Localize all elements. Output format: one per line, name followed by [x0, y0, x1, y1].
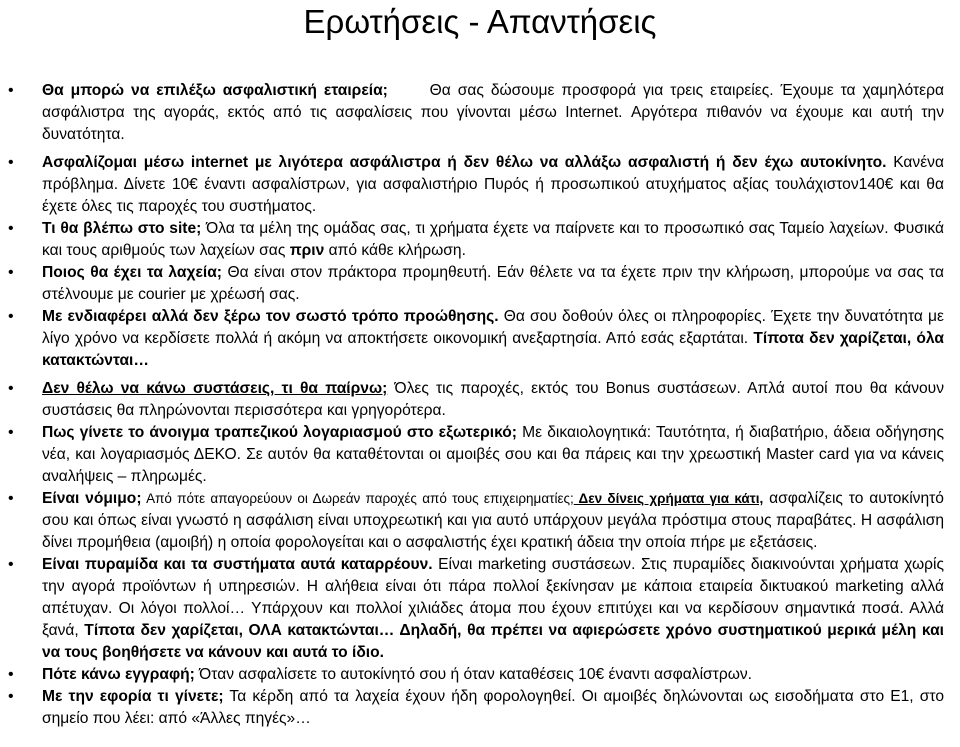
bullet-icon: • [8, 688, 14, 705]
bullet-icon: • [8, 220, 14, 237]
question: Με ενδιαφέρει αλλά δεν ξέρω τον σωστό τρόπο προώθησης. [42, 308, 499, 325]
answer: Τα κέρδη από τα λαχεία έχουν ήδη φορολογηθεί. Οι αμοιβές δηλώνονται ως εισοδήματα στο Ε1, στο σημείο που λέει: από «Άλλες πηγές»… [42, 688, 944, 727]
answer: Από πότε απαγορεύουν οι Δωρεάν παροχές από τους επιχειρηματίες; [141, 491, 574, 506]
question: Ασφαλίζομαι μέσω internet με λιγότερα ασφάλιστρα ή δεν θέλω να αλλάξω ασφαλιστή ή δεν έχω αυτοκίνητο. [42, 154, 887, 171]
question: Με την εφορία τι γίνετε; [42, 688, 224, 705]
bullet-icon: • [8, 82, 14, 99]
list-item [0, 262, 960, 306]
answer: Θα σου δοθούν όλες οι πληροφορίες. Έχετε την δυνατότητα με λίγο χρόνο να κερδίσετε πολλά ή ακόμη να αποκτήσετε οικονομική ανεξαρτησία. Από εσάς εξαρτάται. [42, 308, 944, 347]
list-item [0, 664, 960, 686]
bullet-icon: • [8, 490, 14, 507]
answer: από κάθε κλήρωση. [324, 242, 466, 259]
qa-list [0, 80, 960, 730]
list-item [0, 686, 960, 730]
list-item [0, 218, 960, 262]
answer-emphasis: Δεν δίνεις χρήματα για κάτι, [573, 491, 764, 506]
list-item [0, 422, 960, 488]
answer: Όταν ασφαλίσετε το αυτοκίνητό σου ή όταν καταθέσεις 10€ έναντι ασφαλίστρων. [194, 666, 753, 683]
question: Είναι νόμιμο; [42, 490, 142, 507]
answer: Όλες τις παροχές, εκτός του Bonus συστάσεων. Απλά αυτοί που θα κάνουν συστάσεις θα πληρώνονται περισσότερα και γρηγορότερα. [42, 380, 945, 419]
answer-emphasis: Τίποτα δεν χαρίζεται, ΟΛΑ κατακτώνται… Δηλαδή, θα πρέπει να αφιερώσετε χρόνο συστηματικού μερικά μέλη και να τους βοηθήσετε να κάνουν και αυτά το ίδιο. [42, 622, 944, 661]
question: Ποιος θα έχει τα λαχεία; [42, 264, 222, 281]
list-item [0, 152, 960, 218]
answer: Κανένα πρόβλημα. Δίνετε 10€ έναντι ασφαλίστρων, για ασφαλιστήριο Πυρός ή προσωπικού ατυχήματος αξίας τουλάχιστον140€ και θα έχετε όλες τις παροχές του συστήματος. [42, 154, 944, 215]
question: Πότε κάνω εγγραφή; [42, 666, 195, 683]
question: Θα μπορώ να επιλέξω ασφαλιστική εταιρεία; [42, 82, 388, 99]
list-item [0, 554, 960, 664]
question: Πως γίνετε το άνοιγμα τραπεζικού λογαριασμού στο εξωτερικό; [42, 424, 518, 441]
answer: Όλα τα μέλη της ομάδας σας, τι χρήματα έχετε να παίρνετε και το προσωπικό σας Ταμείο λαχείων. Φυσικά και τους αριθμούς των λαχείων σας [42, 220, 945, 259]
answer: Θα είναι στον πράκτορα προμηθευτή. Εάν θέλετε να τα έχετε πριν την κλήρωση, μπορούμε να σας τα στέλνουμε με courier με χρέωσή σας. [42, 264, 945, 303]
answer-emphasis: πριν [289, 242, 325, 259]
list-item [0, 488, 960, 554]
answer: Θα σας δώσουμε προσφορά για τρεις εταιρείες. Έχουμε τα χαμηλότερα ασφάλιστρα της αγοράς, εκτός από τις ασφαλίσεις που γίνονται μέσω Internet. Αργότερα πιθανόν να έχουμε και αυτή την δυνατότητα. [42, 82, 949, 143]
page-title: Ερωτήσεις - Απαντήσεις [303, 3, 657, 40]
bullet-icon: • [8, 308, 14, 325]
list-item [0, 80, 960, 146]
question: Είναι πυραμίδα και τα συστήματα αυτά καταρρέουν. [42, 556, 433, 573]
list-item [0, 378, 960, 422]
bullet-icon: • [8, 264, 14, 281]
answer: ασφαλίζεις το αυτοκίνητό σου και όπως είναι γνωστό η ασφάλιση είναι υποχρεωτική και για αυτό υπάρχουν μεγάλα πρόστιμα στους παραβάτες. Η ασφάλιση δίνει προμήθεια (αμοιβή) η οποία φορολογείται και ο ασφαλιστής έχει κρατική άδεια την οποία πήρε με εξετάσεις. [42, 490, 944, 551]
answer: Είναι marketing συστάσεων. Στις πυραμίδες διακινούνται χρήματα χωρίς την αγορά προϊόντων ή υπηρεσιών. Η αλήθεια είναι ότι πάρα πολλοί ξεκίνησαν με κάποια εταιρεία δικτυακού marketing αλλά απέτυχαν. Οι λόγοι πολλοί… Υπάρχουν και πολλοί χιλιάδες άτομα που έχουν επιτύχει και να κερδίσουν σημαντικά ποσά. Αλλά ξανά, [42, 556, 944, 639]
question: Τι θα βλέπω στο site; [42, 220, 202, 237]
bullet-icon: • [8, 380, 14, 397]
bullet-icon: • [8, 424, 14, 441]
question: Δεν θέλω να κάνω συστάσεις, τι θα παίρνω; [42, 380, 388, 397]
answer: Με δικαιολογητικά: Ταυτότητα, ή διαβατήριο, άδεια οδήγησης νέα, και λογαριασμός ΔΕΚΟ. Σε αυτόν θα καταθέτονται οι αμοιβές σου και θα πάρεις και την χρεωστική Master card για να κάνεις αναλήψεις – πληρωμές. [42, 424, 944, 485]
bullet-icon: • [8, 666, 14, 683]
list-item [0, 306, 960, 372]
bullet-icon: • [8, 556, 14, 573]
answer-emphasis: Τίποτα δεν χαρίζεται, όλα κατακτώνται… [42, 330, 945, 369]
bullet-icon: • [8, 154, 14, 171]
